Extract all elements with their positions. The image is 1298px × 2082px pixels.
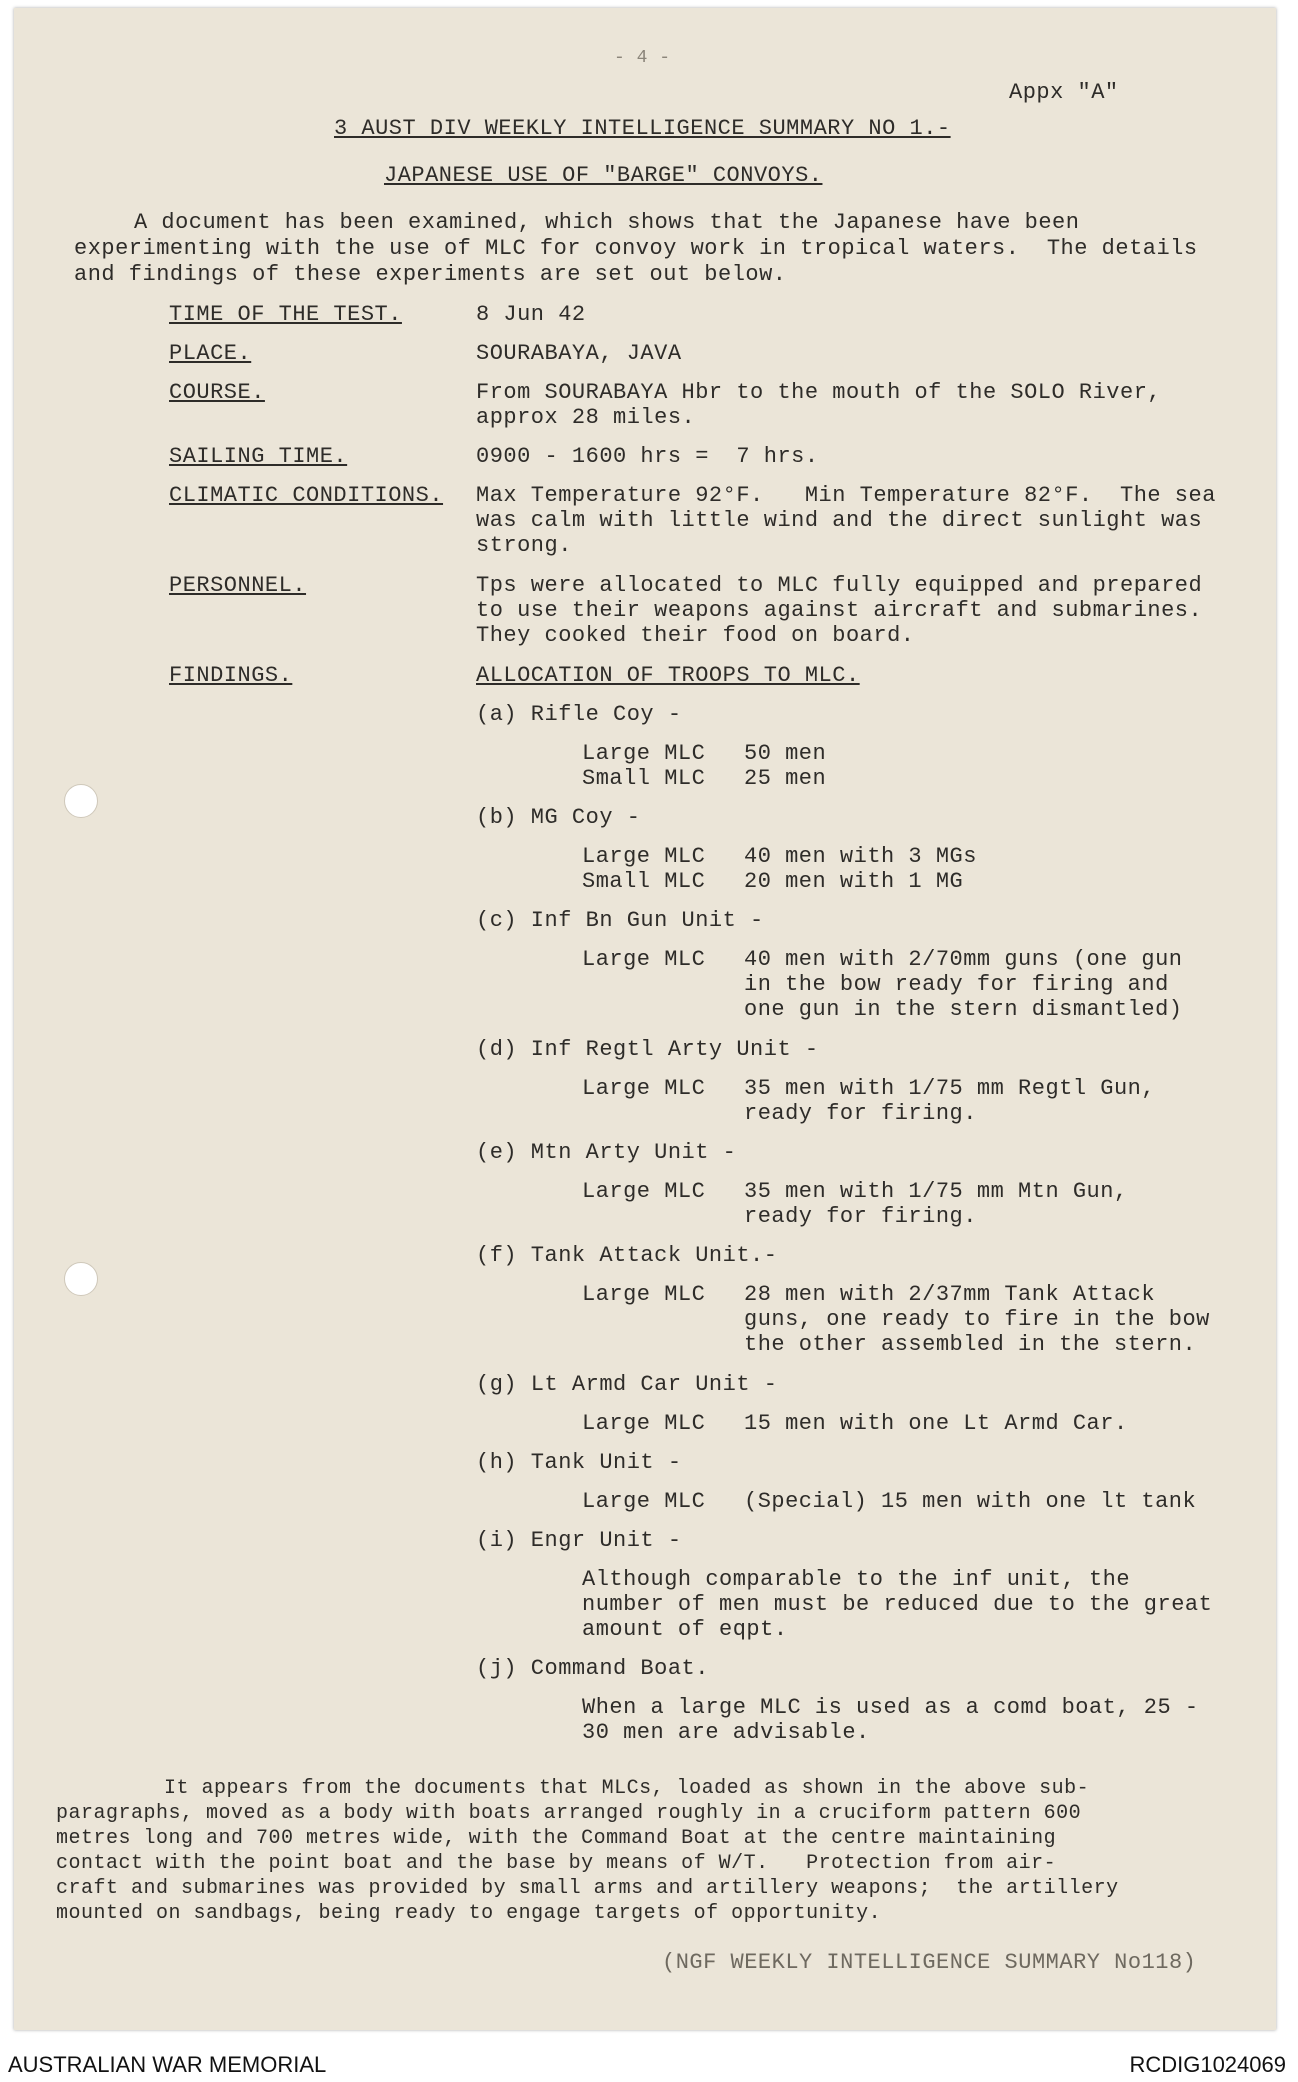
climatic-label: CLIMATIC CONDITIONS. [169,483,444,508]
place-value: SOURABAYA, JAVA [476,341,682,366]
unit-craft: Small MLC [582,766,706,791]
unit-label: (j) Command Boat. [476,1656,709,1681]
conclusion-line: paragraphs, moved as a body with boats arranged roughly in a cruciform pattern 600 [56,1802,1082,1825]
unit-detail: ready for firing. [744,1101,977,1126]
personnel-value: to use their weapons against aircraft and submarines. [476,598,1203,623]
document-page [14,8,1276,2030]
unit-text: number of men must be reduced due to the great [582,1592,1213,1617]
unit-detail: 35 men with 1/75 mm Mtn Gun, [744,1179,1128,1204]
unit-detail: the other assembled in the stern. [744,1332,1197,1357]
intro-line: and findings of these experiments are set out below. [74,262,787,287]
conclusion-line: mounted on sandbags, being ready to engage targets of opportunity. [56,1902,882,1925]
conclusion-line: contact with the point boat and the base by means of W/T. Protection from air- [56,1852,1057,1875]
unit-label: (b) MG Coy - [476,805,641,830]
unit-detail: (Special) 15 men with one lt tank [744,1489,1197,1514]
unit-craft: Large MLC [582,741,706,766]
unit-detail: ready for firing. [744,1204,977,1229]
sailing-label: SAILING TIME. [169,444,348,469]
unit-label: (g) Lt Armd Car Unit - [476,1372,778,1397]
unit-craft: Large MLC [582,947,706,972]
unit-detail: one gun in the stern dismantled) [744,997,1183,1022]
page-mark: - 4 - [614,48,671,68]
unit-text: 30 men are advisable. [582,1720,870,1745]
unit-detail: 35 men with 1/75 mm Regtl Gun, [744,1076,1156,1101]
document-subtitle: JAPANESE USE OF "BARGE" CONVOYS. [384,163,823,188]
unit-craft: Large MLC [582,1179,706,1204]
source-citation: (NGF WEEKLY INTELLIGENCE SUMMARY No118) [662,1950,1197,1975]
personnel-value: Tps were allocated to MLC fully equipped and prepared [476,573,1203,598]
findings-heading: ALLOCATION OF TROOPS TO MLC. [476,663,860,688]
document-title: 3 AUST DIV WEEKLY INTELLIGENCE SUMMARY NO 1.- [334,116,951,141]
unit-label: (a) Rifle Coy - [476,702,682,727]
personnel-label: PERSONNEL. [169,573,307,598]
time-value: 8 Jun 42 [476,302,586,327]
course-value: approx 28 miles. [476,405,696,430]
unit-craft: Large MLC [582,1489,706,1514]
appendix-label: Appx "A" [1009,80,1119,105]
course-label: COURSE. [169,380,265,405]
unit-detail: 15 men with one Lt Armd Car. [744,1411,1128,1436]
unit-detail: 20 men with 1 MG [744,869,964,894]
unit-label: (c) Inf Bn Gun Unit - [476,908,764,933]
unit-label: (e) Mtn Arty Unit - [476,1140,737,1165]
unit-craft: Small MLC [582,869,706,894]
time-label: TIME OF THE TEST. [169,302,402,327]
punch-hole [64,784,98,818]
climatic-value: Max Temperature 92°F. Min Temperature 82°F. The sea [476,483,1216,508]
findings-label: FINDINGS. [169,663,293,688]
unit-label: (d) Inf Regtl Arty Unit - [476,1037,819,1062]
conclusion-line: metres long and 700 metres wide, with the Command Boat at the centre maintaining [56,1827,1057,1850]
intro-line: experimenting with the use of MLC for convoy work in tropical waters. The details [74,236,1198,261]
conclusion-line: It appears from the documents that MLCs, loaded as shown in the above sub- [164,1777,1090,1800]
punch-hole [64,1262,98,1296]
course-value: From SOURABAYA Hbr to the mouth of the SOLO River, [476,380,1162,405]
archive-id: RCDIG1024069 [1129,2052,1286,2077]
intro-line: A document has been examined, which shows that the Japanese have been [134,210,1080,235]
unit-detail: 40 men with 3 MGs [744,844,977,869]
unit-detail: 50 men [744,741,827,766]
unit-label: (f) Tank Attack Unit.- [476,1243,778,1268]
conclusion-line: craft and submarines was provided by small arms and artillery weapons; the artillery [56,1877,1119,1900]
unit-detail: 40 men with 2/70mm guns (one gun [744,947,1183,972]
unit-craft: Large MLC [582,1076,706,1101]
climatic-value: was calm with little wind and the direct sunlight was [476,508,1203,533]
place-label: PLACE. [169,341,252,366]
unit-detail: 25 men [744,766,827,791]
climatic-value: strong. [476,533,572,558]
archive-name: AUSTRALIAN WAR MEMORIAL [8,2052,327,2077]
sailing-value: 0900 - 1600 hrs = 7 hrs. [476,444,819,469]
unit-text: Although comparable to the inf unit, the [582,1567,1131,1592]
unit-detail: in the bow ready for firing and [744,972,1169,997]
personnel-value: They cooked their food on board. [476,623,915,648]
unit-label: (i) Engr Unit - [476,1528,682,1553]
unit-detail: 28 men with 2/37mm Tank Attack [744,1282,1156,1307]
unit-craft: Large MLC [582,844,706,869]
unit-text: When a large MLC is used as a comd boat, 25 - [582,1695,1199,1720]
unit-craft: Large MLC [582,1411,706,1436]
unit-label: (h) Tank Unit - [476,1450,682,1475]
archive-footer [0,2048,1298,2082]
unit-craft: Large MLC [582,1282,706,1307]
unit-detail: guns, one ready to fire in the bow [744,1307,1210,1332]
unit-text: amount of eqpt. [582,1617,788,1642]
